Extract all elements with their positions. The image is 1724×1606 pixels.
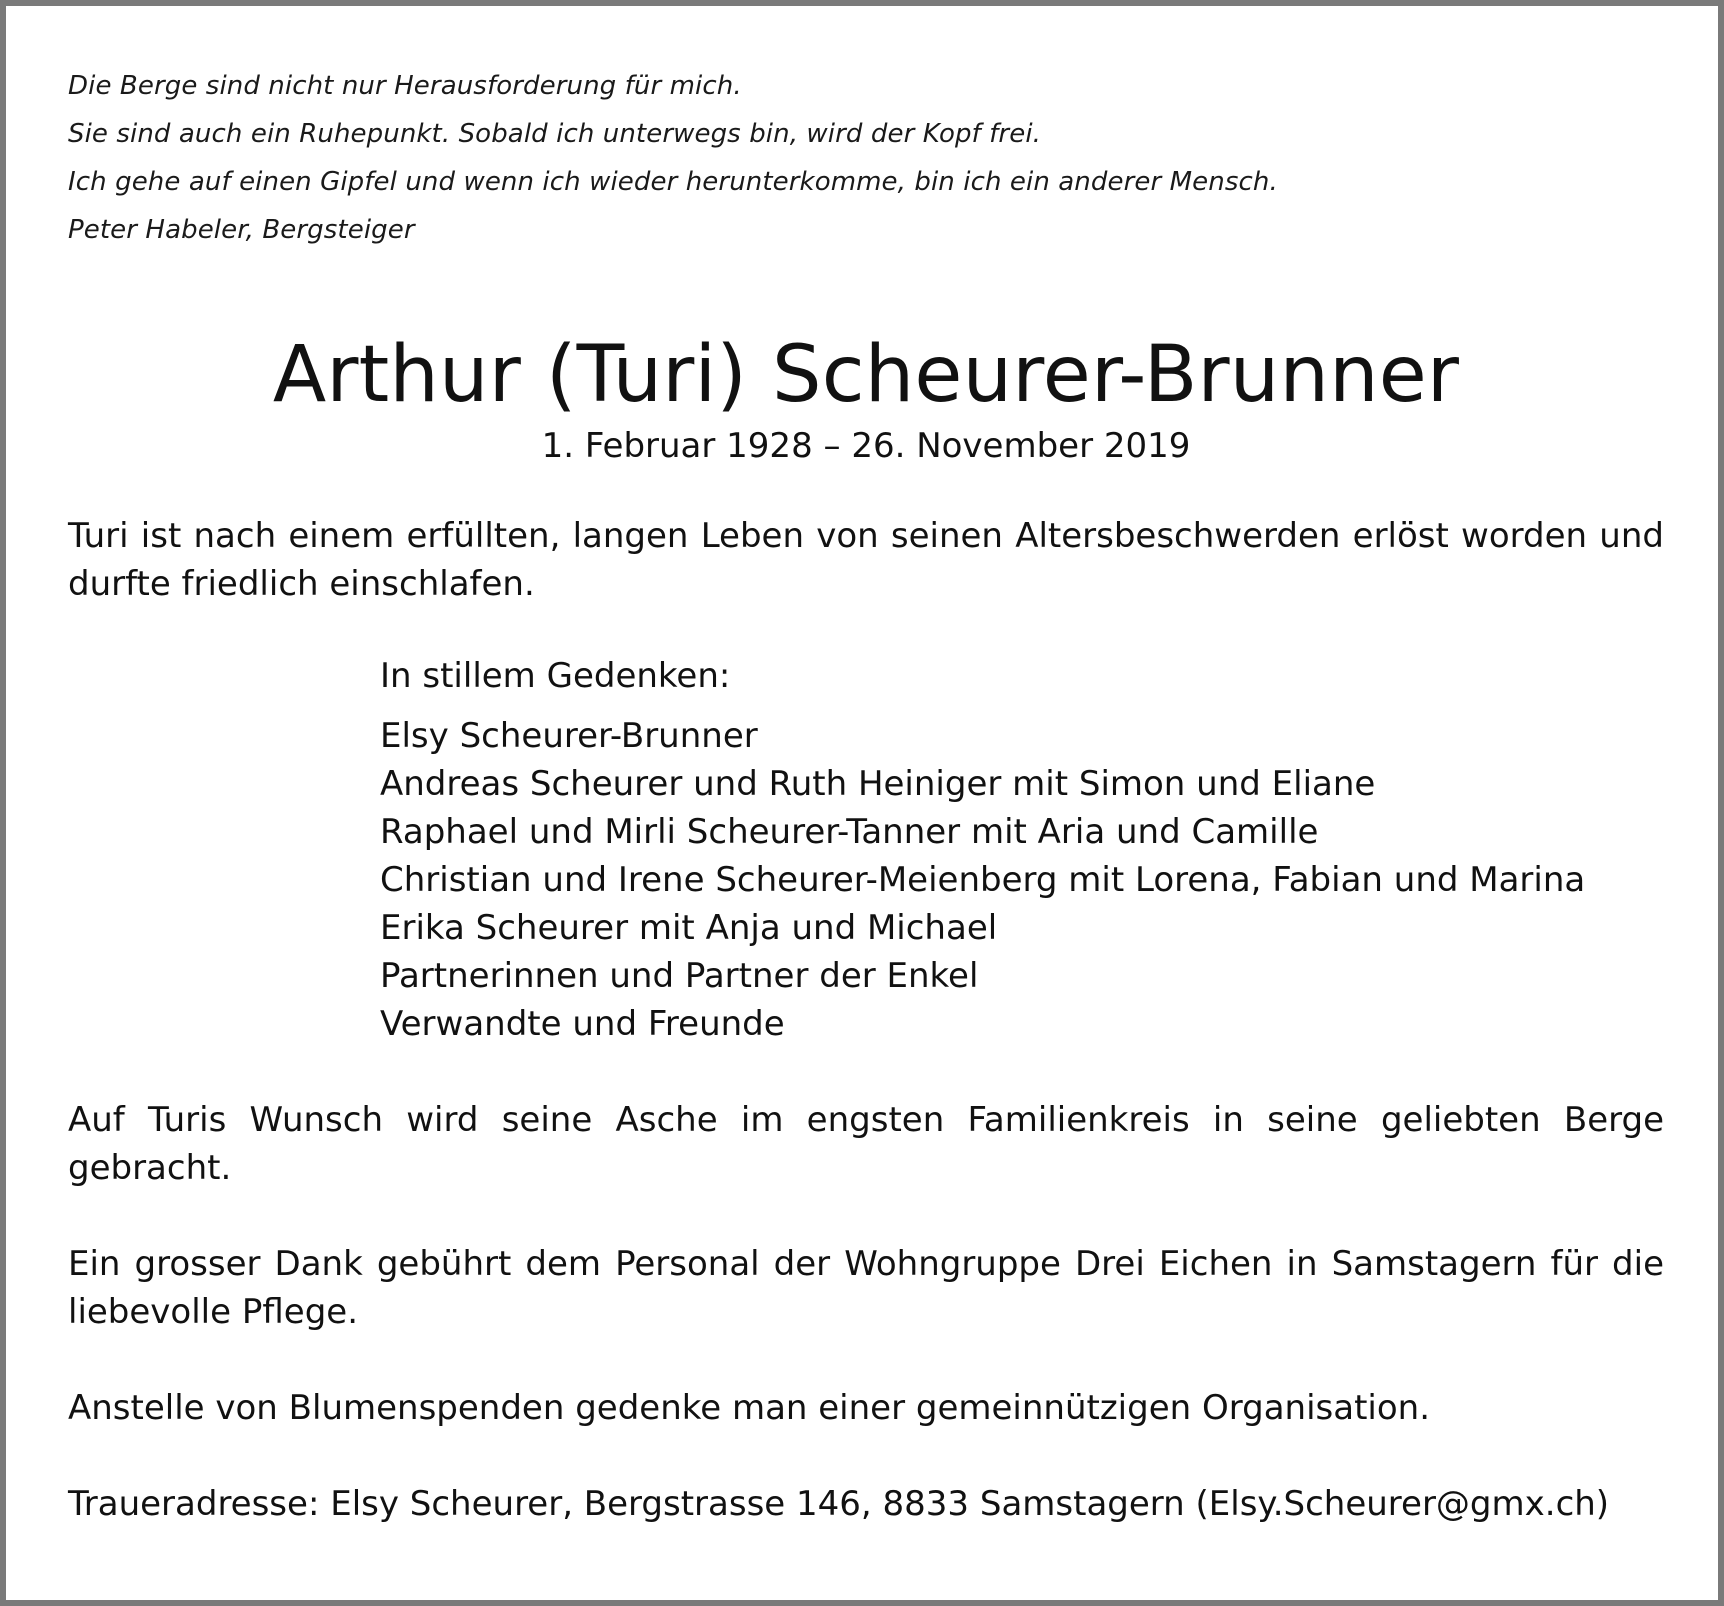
mourner-name: Christian und Irene Scheurer-Meienberg mit Lorena, Fabian und Marina bbox=[380, 860, 1586, 900]
motto-line: Ich gehe auf einen Gipfel und wenn ich wieder herunterkomme, bin ich ein anderer Mensch. bbox=[68, 167, 1278, 197]
motto-line: Sie sind auch ein Ruhepunkt. Sobald ich unterwegs bin, wird der Kopf frei. bbox=[68, 119, 1042, 149]
motto-line: Die Berge sind nicht nur Herausforderung für mich. bbox=[68, 71, 742, 101]
mourner-name: Elsy Scheurer-Brunner bbox=[380, 716, 758, 756]
deceased-name: Arthur (Turi) Scheurer-Brunner bbox=[272, 330, 1460, 420]
donations-paragraph: Anstelle von Blumenspenden gedenke man einer gemeinnützigen Organisation. bbox=[68, 1388, 1431, 1428]
mourner-name: Andreas Scheurer und Ruth Heiniger mit Simon und Eliane bbox=[380, 764, 1376, 804]
intro-paragraph: Turi ist nach einem erfüllten, langen Leben von seinen Altersbeschwerden erlöst worden und durfte friedlich einschlafen. bbox=[68, 516, 1664, 604]
mourners-heading: In stillem Gedenken: bbox=[380, 656, 731, 696]
mourner-name: Raphael und Mirli Scheurer-Tanner mit Aria und Camille bbox=[380, 812, 1319, 852]
wish-paragraph: Auf Turis Wunsch wird seine Asche im engsten Familienkreis in seine geliebten Berge gebracht. bbox=[68, 1100, 1664, 1188]
life-dates: 1. Februar 1928 – 26. November 2019 bbox=[541, 426, 1191, 466]
motto-quote bbox=[68, 62, 1664, 254]
motto-attribution: Peter Habeler, Bergsteiger bbox=[68, 215, 415, 245]
mourner-name: Verwandte und Freunde bbox=[380, 1004, 785, 1044]
obituary-notice bbox=[68, 62, 1664, 1528]
mourner-name: Erika Scheurer mit Anja und Michael bbox=[380, 908, 998, 948]
mourner-name: Partnerinnen und Partner der Enkel bbox=[380, 956, 979, 996]
thanks-paragraph: Ein grosser Dank gebührt dem Personal der Wohngruppe Drei Eichen in Samstagern für die liebevolle Pflege. bbox=[68, 1244, 1664, 1332]
mourners-list bbox=[380, 652, 1664, 1048]
mourning-address: Traueradresse: Elsy Scheurer, Bergstrasse 146, 8833 Samstagern (Elsy.Scheurer@gmx.ch) bbox=[68, 1484, 1610, 1524]
